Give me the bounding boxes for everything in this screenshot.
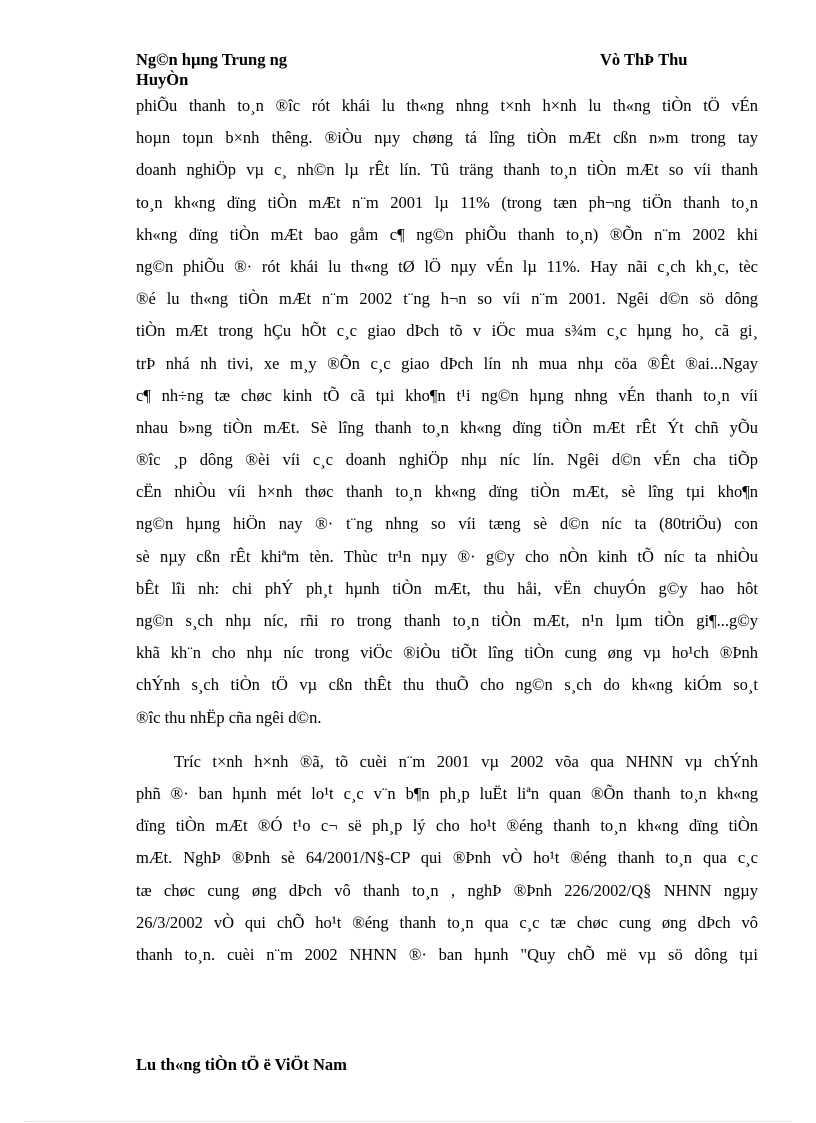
text-line: tæ chøc cung øng dÞch vô thanh to¸n , nghÞ ®Þnh 226/2002/Q§ NHNN ngµy: [136, 880, 758, 900]
text-line: phiÕu thanh to¸n ®îc rót khái lu th«ng nhng t×nh h×nh lu th«ng tiÒn tÖ vÉn: [136, 96, 758, 115]
text-line: tiÒn mÆt trong hÇu hÕt c¸c giao dÞch tõ v iÖc mua s¾m c¸c hµng ho¸ cã gi¸: [136, 321, 758, 341]
paragraph-2: [136, 746, 758, 971]
text-line: ®é lu th«ng tiÒn mÆt n¨m 2002 t¨ng h¬n so víi n¨m 2001. Ngêi d©n sö dông: [136, 289, 758, 309]
text-line: 26/3/2002 vÒ qui chÕ ho¹t ®éng thanh to¸n qua c¸c tæ chøc cung øng dÞch vô: [136, 912, 758, 932]
text-line: ®îc thu nhËp cña ngêi d©n.: [136, 707, 322, 727]
text-line: nhau b»ng tiÒn mÆt. Sè lîng thanh to¸n kh«ng dïng tiÒn mÆt rÊt Ýt chñ yÕu: [136, 417, 758, 437]
text-line: khã kh¨n cho nhµ níc trong viÖc ®iÒu tiÕt lîng tiÒn cung øng vµ ho¹ch ®Þnh: [136, 643, 758, 663]
text-line: c¶ nh÷ng tæ chøc kinh tÕ cã tµi kho¶n t¹i ng©n hµng nhng vÉn thanh to¸n víi: [136, 385, 758, 405]
text-line: ng©n phiÕu ®· rót khái lu th«ng tØ lÖ nµy vÉn lµ 11%. Hay nãi c¸ch kh¸c, tèc: [136, 256, 758, 276]
text-line: ng©n hµng hiÖn nay ®· t¨ng nhng so víi tæng sè d©n níc ta (80triÖu) con: [136, 514, 758, 534]
text-line: ng©n s¸ch nhµ níc, rñi ro trong thanh to¸n tiÒn mÆt, n¹n lµm tiÒn gi¶...g©y: [136, 611, 758, 630]
text-line: to¸n kh«ng dïng tiÒn mÆt n¨m 2001 lµ 11% (trong tæn ph¬ng tiÖn thanh to¸n: [136, 192, 758, 212]
text-line: bÊt lîi nh: chi phÝ ph¸t hµnh tiÒn mÆt, thu håi, vËn chuyÓn g©y hao hôt: [136, 578, 758, 598]
body-text: [136, 90, 758, 971]
text-line: cËn nhiÒu víi h×nh thøc thanh to¸n kh«ng dïng tiÒn mÆt, sè lîng tµi kho¶n: [136, 482, 758, 502]
header-author-name: Vò ThÞ Thu: [600, 50, 688, 69]
header-author-surname: HuyÒn: [136, 70, 189, 89]
text-line: sè nµy cßn rÊt khiªm tèn. Thùc tr¹n nµy ®· g©y cho nÒn kinh tÕ níc ta nhiÒu: [136, 546, 758, 566]
page-bottom-rule: [24, 1121, 792, 1122]
page-footer: Lu th«ng tiÒn tÖ ë ViÖt Nam: [136, 1055, 347, 1074]
text-line: trÞ nhá nh tivi, xe m¸y ®Õn c¸c giao dÞch lín nh mua nhµ cöa ®Êt ®ai...Ngay: [136, 353, 758, 373]
text-line: kh«ng dïng tiÒn mÆt bao gåm c¶ ng©n phiÕu thanh to¸n) ®Õn n¨m 2002 khi: [136, 224, 758, 244]
text-line: Tríc t×nh h×nh ®ã, tõ cuèi n¨m 2001 vµ 2002 võa qua NHNN vµ chÝnh: [174, 751, 758, 771]
text-line: thanh to¸n. cuèi n¨m 2002 NHNN ®· ban hµnh "Quy chÕ më vµ sö dông tµi: [136, 944, 758, 964]
text-line: hoµn toµn b×nh thêng. ®iÒu nµy chøng tá lîng tiÒn mÆt cßn n»m trong tay: [136, 128, 758, 148]
paragraph-1: [136, 90, 758, 734]
text-line: phñ ®· ban hµnh mét lo¹t c¸c v¨n b¶n ph¸p luËt liªn quan ®Õn thanh to¸n kh«ng: [136, 783, 758, 803]
text-line: mÆt. NghÞ ®Þnh sè 64/2001/N§-CP qui ®Þnh vÒ ho¹t ®éng thanh to¸n qua c¸c: [136, 848, 758, 868]
text-line: dïng tiÒn mÆt ®Ó t¹o c¬ së ph¸p lý cho ho¹t ®éng thanh to¸n kh«ng dïng tiÒn: [136, 816, 758, 836]
header-organization: Ng©n hµng Trung ng: [136, 50, 287, 69]
paragraph-spacer: [136, 734, 758, 746]
text-line: chÝnh s¸ch tiÒn tÖ vµ cßn thÊt thu thuÕ cho ng©n s¸ch do kh«ng kiÓm so¸t: [136, 675, 758, 695]
text-line: ®îc ¸p dông ®èi víi c¸c doanh nghiÖp nhµ níc lín. Ngêi d©n vÉn cha tiÕp: [136, 450, 758, 470]
text-line: doanh nghiÖp vµ c¸ nh©n lµ rÊt lín. Tû träng thanh to¸n tiÒn mÆt so víi thanh: [136, 160, 758, 180]
page-header: [136, 50, 706, 94]
